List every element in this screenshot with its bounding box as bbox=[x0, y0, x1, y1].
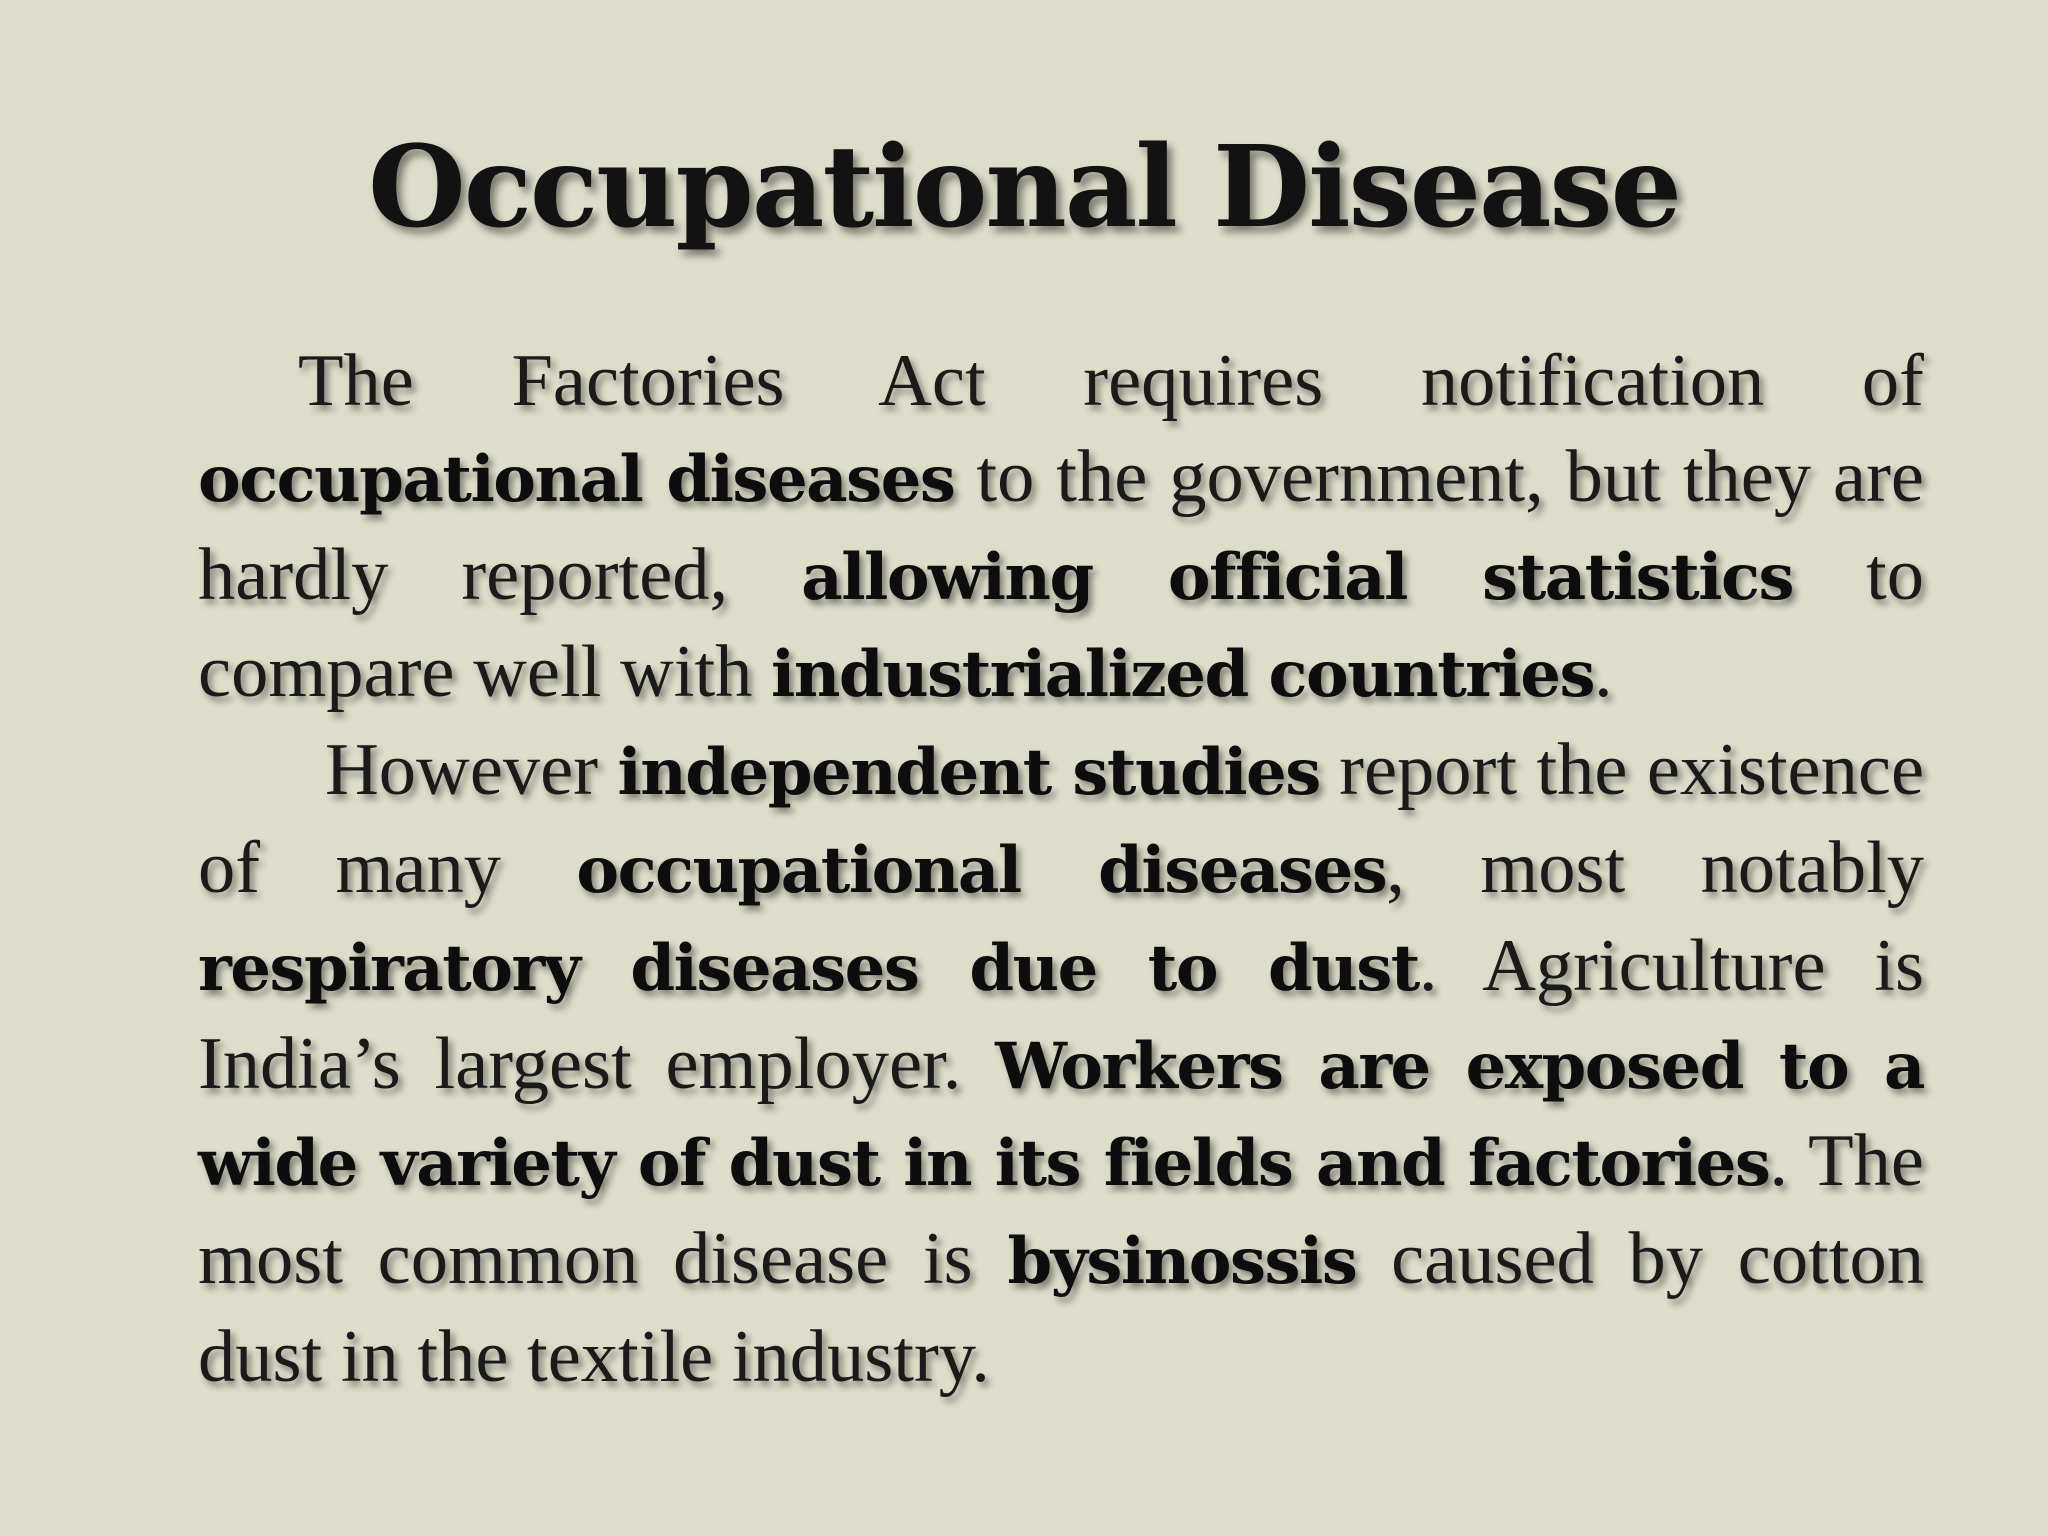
emphasis-independent-studies: independent studies bbox=[617, 735, 1320, 811]
text-segment: to compare well with bbox=[198, 533, 1925, 714]
text-segment: report the existence of many bbox=[198, 729, 1925, 909]
emphasis-allowing-official-statistics: allowing official statistics bbox=[801, 539, 1794, 615]
emphasis-workers-exposed: Workers are exposed to a wide variety of dust in its fields and factories bbox=[198, 1028, 1925, 1202]
slide-body bbox=[198, 334, 1924, 1406]
emphasis-occupational-diseases: occupational diseases bbox=[576, 832, 1387, 908]
paragraph-1 bbox=[198, 334, 1924, 723]
text-segment: , most notably bbox=[1386, 826, 1925, 909]
text-segment: . The most common disease is bbox=[198, 1120, 1924, 1301]
emphasis-bysinossis: bysinossis bbox=[1007, 1224, 1357, 1300]
text-segment: caused by cotton dust in the textile industry. bbox=[198, 1218, 1924, 1398]
text-segment: The Factories Act requires notification of bbox=[298, 340, 1924, 422]
text-segment: . Agriculture is India’s largest employer. bbox=[198, 924, 1924, 1105]
emphasis-respiratory-diseases: respiratory diseases due to dust bbox=[198, 930, 1419, 1006]
text-segment: to the government, but they are hardly reported, bbox=[198, 435, 1925, 616]
text-segment: However bbox=[325, 729, 618, 812]
emphasis-occupational-diseases: occupational diseases bbox=[198, 441, 955, 517]
slide-title: Occupational Disease bbox=[368, 122, 1680, 253]
emphasis-industrialized-countries: industrialized countries bbox=[771, 637, 1595, 713]
paragraph-2 bbox=[198, 723, 1924, 1406]
text-segment: . bbox=[1594, 631, 1613, 714]
